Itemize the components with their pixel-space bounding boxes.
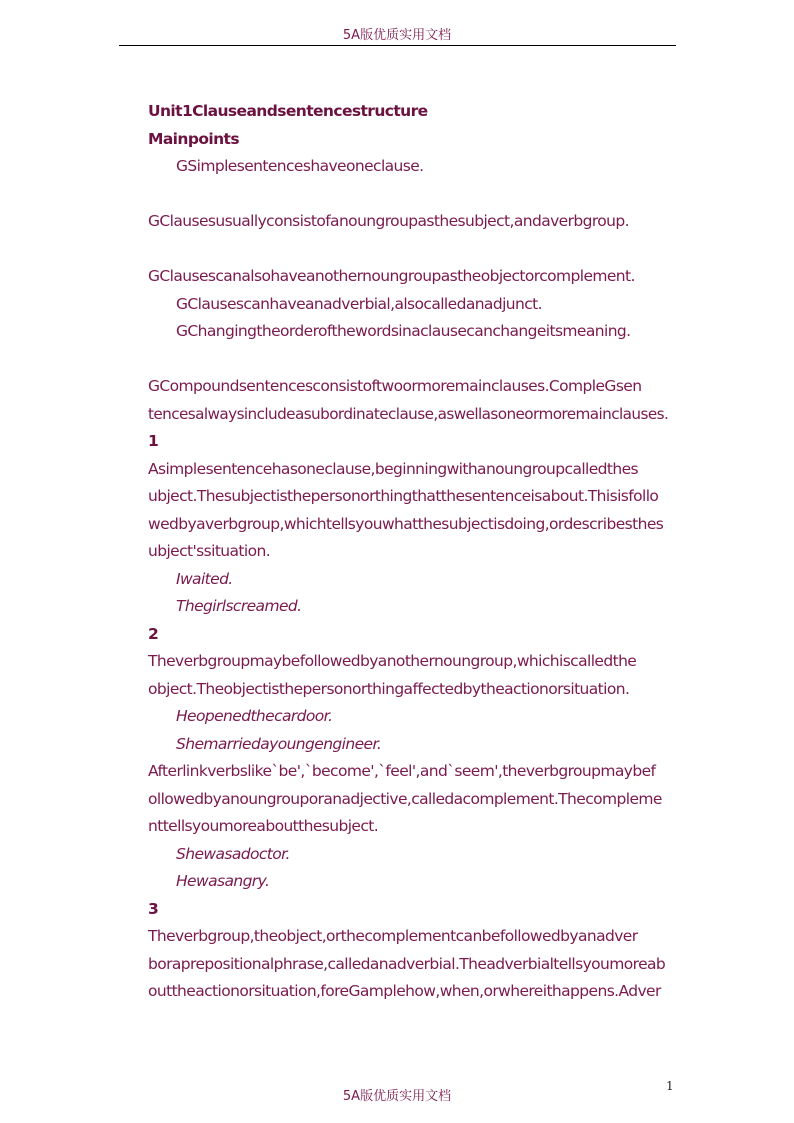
section-2-line: nttellsyoumoreaboutthesubject.: [148, 817, 379, 835]
point-6-line-2: tencesalwaysincludeasubordinateclause,aswellasoneormoremainclauses.: [148, 404, 669, 423]
example-sentence: Shewasadoctor.: [176, 844, 290, 863]
section-2-line: Afterlinkverbslike`be',`become',`feel',and`seem',theverbgroupmaybef: [148, 762, 656, 780]
section-3-line: Theverbgroup,theobject,orthecomplementcanbefollowedbyanadver: [148, 927, 638, 945]
point-6-line-1: GCompoundsentencesconsistoftwoormoremainclauses.ComplеGsen: [148, 377, 642, 395]
point-3: GClausescanalsohaveanothernoungroupastheobjectorcomplement.: [148, 267, 635, 285]
page-footer: 5A版优质实用文档: [342, 1089, 452, 1104]
main-points-heading: Mainpoints: [148, 129, 239, 148]
section-3-number: 3: [148, 899, 159, 918]
example-sentence: Shemarriedayoungengineer.: [176, 734, 382, 753]
point-5: GChangingtheorderofthewordsinaclausecanchangeitsmeaning.: [176, 322, 631, 340]
section-2-line: Theverbgroupmaybefollowedbyanothernoungroup,whichiscalledthe: [148, 652, 637, 670]
section-3-line: boraprepositionalphrase,calledanadverbial.Theadverbialtellsyoumoreab: [148, 954, 666, 973]
section-2-number: 2: [148, 624, 159, 643]
section-1-line: ubject'ssituation.: [148, 542, 271, 560]
section-2-line: object.Theobjectisthepersonorthingaffectedbytheactionorsituation.: [148, 679, 630, 698]
example-sentence: Thegirlscreamed.: [176, 597, 302, 615]
document-body: [148, 98, 672, 1006]
spacer: [148, 346, 672, 374]
example-sentence: Hewasangry.: [176, 872, 270, 890]
section-1-number: 1: [148, 432, 159, 450]
spacer: [148, 236, 672, 264]
section-1-line: wedbyaverbgroup,whichtellsyouwhatthesubjectisdoing,ordescribesthes: [148, 514, 664, 533]
page-number: 1: [666, 1079, 674, 1093]
point-1: GSimplesentenceshaveoneclause.: [176, 157, 424, 175]
section-3-line: outtheactionorsituation,foreGamplehow,when,orwhereithappens.Adver: [148, 982, 661, 1000]
spacer: [148, 181, 672, 209]
unit-title: Unit1Clauseandsentencestructure: [148, 102, 428, 120]
section-1-line: ubject.Thesubjectisthepersonorthingthatthesentenceisabout.Thisisfollo: [148, 487, 659, 505]
section-1-line: Asimplesentencehasoneclause,beginningwithanoungroupcalledthes: [148, 459, 639, 478]
page-header: 5A版优质实用文档: [342, 28, 452, 43]
point-4: GClausescanhaveanadverbial,alsocalledanadjunct.: [176, 294, 542, 313]
example-sentence: Iwaited.: [176, 569, 233, 588]
example-sentence: Heopenedthecardoor.: [176, 707, 333, 725]
header-divider: [119, 45, 676, 46]
point-2: GClausesusuallyconsistofanoungroupasthesubject,andaverbgroup.: [148, 212, 629, 230]
section-2-line: ollowedbyanoungrouporanadjective,calledacomplement.Thecompleme: [148, 789, 662, 808]
